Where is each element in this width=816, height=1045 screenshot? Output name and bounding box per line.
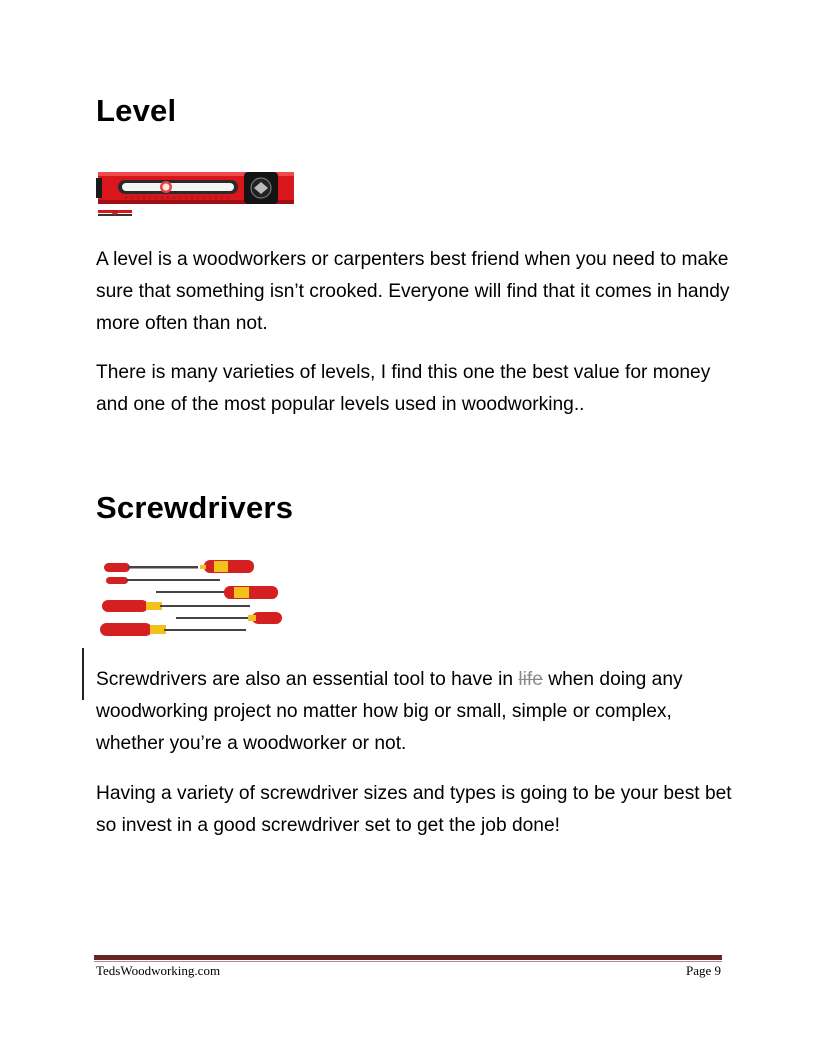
screwdriver-set-image	[96, 555, 286, 643]
revision-change-bar	[82, 648, 84, 700]
footer-rule-thin	[94, 961, 722, 962]
section-heading-level: Level	[96, 93, 177, 128]
footer-rule	[94, 955, 722, 960]
screwdrivers-paragraph-1	[96, 664, 736, 760]
level-paragraph-2: There is many varieties of levels, I find this one the best value for money and one of the most popular levels used in woodworking..	[96, 362, 711, 415]
section-heading-screwdrivers: Screwdrivers	[96, 490, 294, 525]
tracked-deletion: life	[518, 669, 543, 690]
spirit-level-image	[96, 158, 296, 224]
screwdrivers-paragraph-1-text-start: Screwdrivers are also an essential tool to have in	[96, 669, 519, 690]
screwdrivers-paragraph-2: Having a variety of screwdriver sizes and types is going to be your best bet so invest in a good screwdriver set to get the job done!	[96, 783, 732, 836]
screwdrivers-paragraph-1-text-end: when doing any woodworking project no matter how big or small, simple or complex, whether you’re a woodworker or not.	[96, 669, 683, 754]
footer-page-number: Page 9	[685, 963, 721, 978]
level-paragraph-1: A level is a woodworkers or carpenters best friend when you need to make sure that something isn’t crooked. Everyone will find that it comes in handy more often than not.	[96, 249, 730, 334]
footer-site-name: TedsWoodworking.com	[96, 963, 221, 978]
